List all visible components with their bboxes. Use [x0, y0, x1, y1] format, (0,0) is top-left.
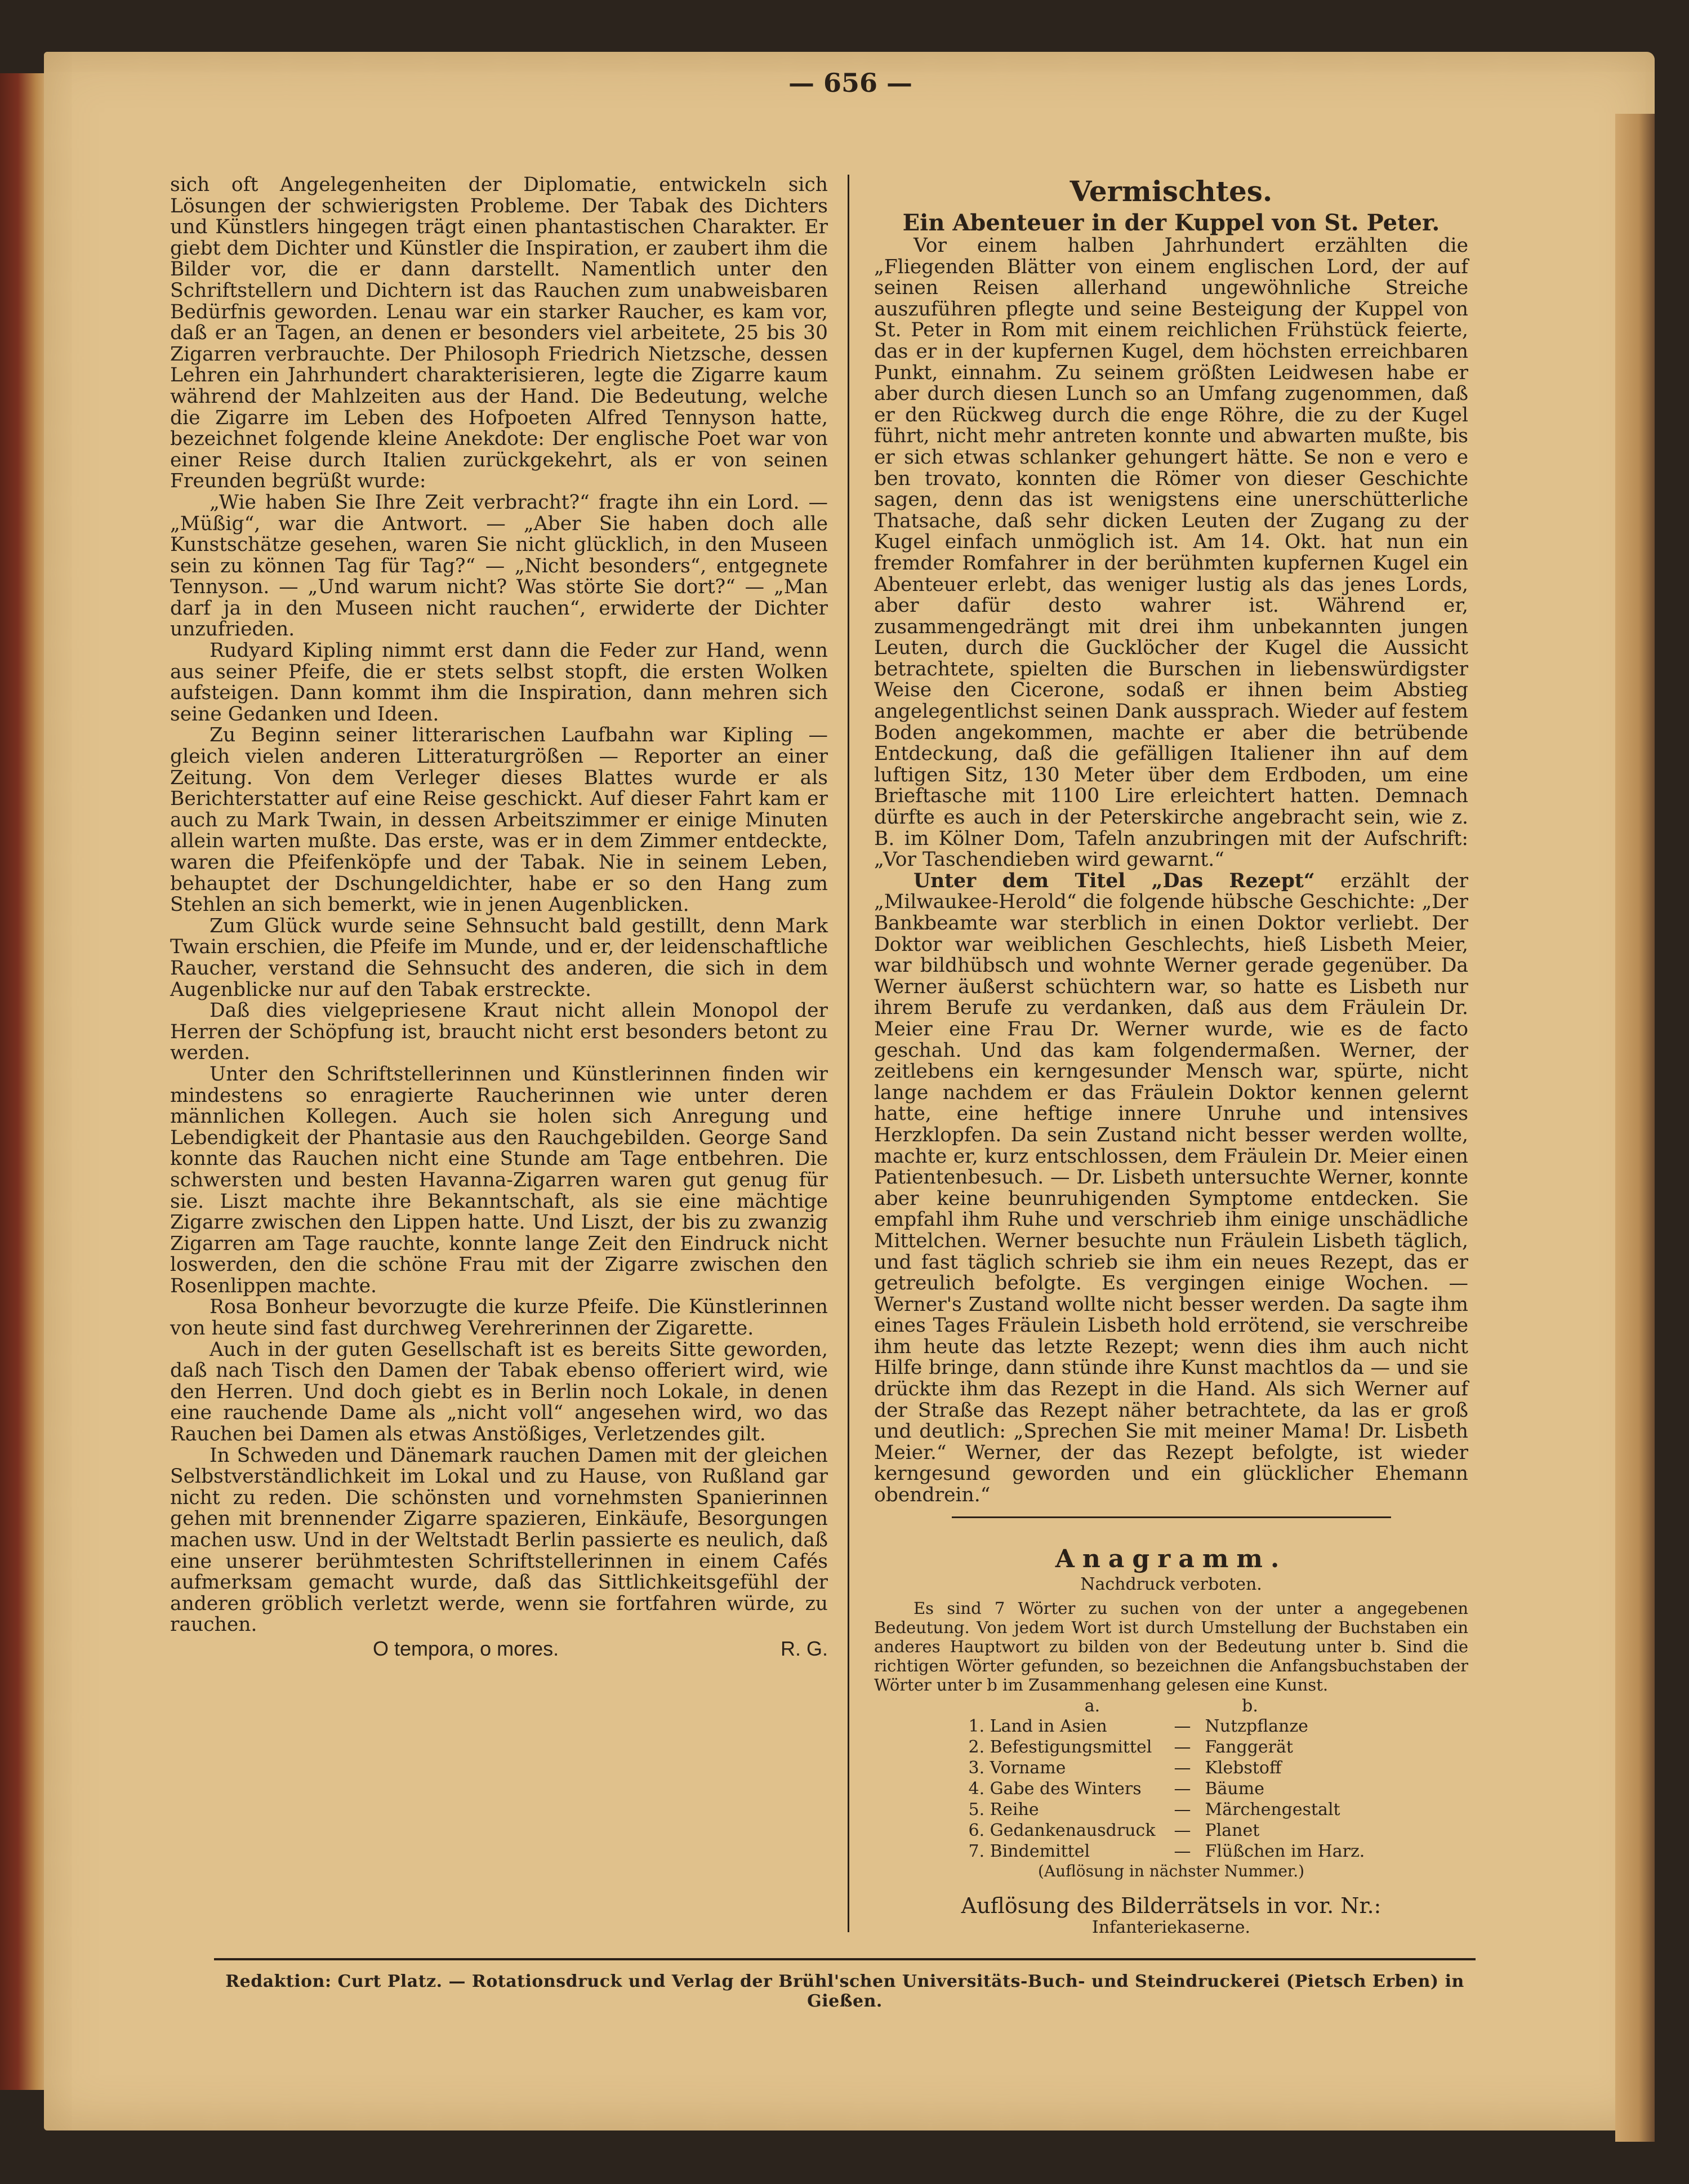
anagram-clue-b: Bäume: [1205, 1779, 1264, 1799]
paragraph: Rosa Bonheur bevorzugte die kurze Pfeife. Die Künstlerinnen von heute sind fast durchweg Verehrerinnen der Zigarette.: [170, 1296, 828, 1340]
anagram-subtitle: Nachdruck verboten.: [1080, 1574, 1262, 1594]
paragraph: Zu Beginn seiner litterarischen Laufbahn war Kipling — gleich vielen anderen Litteraturgrößen — Reporter an einer Zeitung. Von dem Verleger dieses Blattes wurde er als Berichterstatter auf eine Reise geschickt. Auf dieser Fahrt kam er auch zu Mark Twain, in dessen Arbeitszimmer er einige Minuten allein warten mußte. Das erste, was er in dem Zimmer entdeckte, waren die Pfeifenköpfe und der Tabak. Nie in seinem Leben, behauptet der Dschungeldichter, habe er so den Hang zum Stehlen an sich bemerkt, wie in jenen Augenblicken.: [170, 724, 828, 917]
solution-text: Infanteriekaserne.: [1091, 1918, 1251, 1937]
anagram-clue-b: Märchengestalt: [1205, 1800, 1340, 1820]
anagram-clue-a: 1. Land in Asien: [968, 1716, 1107, 1736]
paragraph: Unter den Schriftstellerinnen und Künstlerinnen finden wir mindestens so enragierte Raucherinnen wie unter deren männlichen Kollegen. Auch sie holen sich Anregung und Lebendigkeit der Phantasie aus den Rauchgebilden. George Sand konnte das Rauchen nicht eine Stunde am Tage entbehren. Die schwersten und besten Havanna-Zigarren waren gut genug für sie. Liszt machte ihre Bekanntschaft, als sie eine mächtige Zigarre zwischen den Lippen hatte. Und Liszt, der bis zu zwanzig Zigarren am Tage rauchte, konnte lange Zeit den Eindruck nicht loswerden, den die schöne Frau mit der Zigarre zwischen den Rosenlippen machte.: [170, 1062, 828, 1297]
anagram-clue-b: Klebstoff: [1205, 1758, 1282, 1778]
section-title: Vermischtes.: [1069, 175, 1273, 208]
anagram-table: [969, 1716, 1374, 1862]
anagram-row: [969, 1799, 1374, 1820]
anagram-clue-a: 2. Befestigungsmittel: [968, 1737, 1152, 1757]
anagram-clue-a: 7. Bindemittel: [968, 1842, 1090, 1861]
paragraph: Daß dies vielgepriesene Kraut nicht allein Monopol der Herren der Schöpfung ist, braucht nicht erst besonders betont zu werden.: [170, 999, 828, 1065]
solution-title: Auflösung des Bilderrätsels in vor. Nr.:: [961, 1893, 1381, 1918]
anagram-instructions: Es sind 7 Wörter zu suchen von der unter a angegebenen Bedeutung. Von jedem Wort ist durch Umstellung der Buchstaben ein anderes Hauptwort zu bilden von der Bedeutung unter b. Sind die richtigen Wörter gefunden, so bezeichnen die Anfangsbuchstaben der Wörter unter b im Zusammenhang gelesen eine Kunst.: [874, 1599, 1468, 1694]
anagram-header-a: a.: [1084, 1696, 1100, 1716]
left-column: [170, 175, 828, 1660]
article-body-st-peter: Vor einem halben Jahrhundert erzählten die „Fliegenden Blätter von einem englischen Lord, der auf seinen Reisen allerhand ungewöhnliche Streiche auszuführen pflegte und seine Besteigung der Kuppel von St. Peter in Rom mit einem reichlichen Frühstück feierte, das er in der kupfernen Kugel, dem höchsten erreichbaren Punkt, einnahm. Zu seinem größten Leidwesen habe er aber durch diesen Lunch so an Umfang zugenommen, daß er den Rückweg durch die enge Röhre, die zu der Kugel führt, nicht mehr antreten konnte und abwarten mußte, bis er sich etwas schlanker gehungert hätte. Se non e vero e ben trovato, konnten die Römer von dieser Geschichte sagen, denn das ist wenigstens eine unerschütterliche Thatsache, daß sehr dicken Leuten der Zugang zu der Kugel einfach unmöglich ist. Am 14. Okt. hat nun ein fremder Romfahrer in der berühmten kupfernen Kugel ein Abenteuer erlebt, das weniger lustig als das jenes Lords, aber dafür desto wahrer ist. Während er, zusammengedrängt mit drei ihm unbekannten jungen Leuten, durch die Gucklöcher der Kugel die Aussicht betrachtete, spielten die Burschen in liebenswürdigster Weise den Cicerone, sodaß er ihnen beim Abstieg angelegentlichst seinen Dank aussprach. Wieder auf festem Boden angekommen, machte er aber die betrübende Entdeckung, daß die gefälligen Italiener ihn auf dem luftigen Sitz, 130 Meter über dem Erdboden, um eine Brieftasche mit 1100 Lire erleichtert hatten. Demnach dürfte es auch in der Peterskirche angebracht sein, wie z. B. im Kölner Dom, Tafeln anzubringen mit der Aufschrift: „Vor Taschendieben wird gewarnt.“: [874, 234, 1468, 871]
anagram-dash: —: [1174, 1737, 1191, 1757]
anagram-row: [969, 1758, 1374, 1778]
paragraph: Auch in der guten Gesellschaft ist es bereits Sitte geworden, daß nach Tisch den Damen der Tabak ebenso offeriert wird, wie den Herren. Und doch giebt es in Berlin noch Lokale, in denen eine rauchende Dame als „nicht voll“ angesehen wird, wo das Rauchen bei Damen als etwas Anstößiges, Verletzendes gilt.: [170, 1338, 828, 1446]
anagram-clue-b: Fanggerät: [1205, 1737, 1293, 1757]
right-column: [874, 175, 1468, 1529]
footer-rule: [214, 1958, 1476, 1960]
paragraph: In Schweden und Dänemark rauchen Damen mit der gleichen Selbstverständlichkeit im Lokal und zu Hause, von Rußland gar nicht zu reden. Die schönsten und vornehmsten Spanierinnen gehen mit brennender Zigarre spazieren, Einkäufe, Besorgungen machen usw. Und in der Weltstadt Berlin passierte es neulich, daß eine unserer berühmtesten Schriftstellerinnen in einem Cafés aufmerksam gemacht wurde, daß das Sittlichkeitsgefühl der anderen gröblich verletzt werde, wenn sie fortfahren würde, zu rauchen.: [170, 1444, 828, 1636]
anagram-row: [969, 1737, 1374, 1758]
anagram-note: (Auflösung in nächster Nummer.): [1037, 1862, 1305, 1880]
anagram-puzzle: [874, 1544, 1468, 1937]
anagram-clue-b: Nutzpflanze: [1205, 1716, 1308, 1736]
anagram-column-headers: [1014, 1697, 1329, 1716]
anagram-row: [969, 1716, 1374, 1737]
anagram-dash: —: [1174, 1821, 1191, 1840]
column-divider: [848, 175, 849, 1932]
article-title-rezept: Unter dem Titel „Das Rezept“: [913, 869, 1315, 892]
anagram-clue-b: Planet: [1205, 1821, 1260, 1840]
left-column-paragraphs: [170, 175, 828, 1636]
closing-line: [170, 1638, 828, 1660]
article-title-st-peter: Ein Abenteuer in der Kuppel von St. Peter.: [902, 210, 1440, 236]
section-divider: [952, 1516, 1391, 1518]
anagram-dash: —: [1174, 1779, 1191, 1799]
anagram-clue-a: 5. Reihe: [968, 1800, 1039, 1820]
article-body-rezept: [874, 871, 1468, 1506]
page-number: — 656 —: [788, 68, 913, 98]
article-text-rezept: erzählt der „Milwaukee-Herold“ die folgende hübsche Geschichte: „Der Bankbeamte war sterblich in einen Doktor verliebt. Der Doktor war weiblichen Geschlechts, hieß Lisbeth Meier, war bildhübsch und wohnte Werner gerade gegenüber. Da Werner äußerst schüchtern war, so hatte es Lisbeth nur ihrem Berufe zu verdanken, daß aus dem Fräulein Dr. Meier eine Frau Dr. Werner wurde, wie es de facto geschah. Und das kam folgendermaßen. Werner, der zeitlebens ein kerngesunder Mensch war, spürte, nicht lange nachdem er das Fräulein Doktor kennen gelernt hatte, eine heftige innere Unruhe und intensives Herzklopfen. Da sein Zustand nicht besser werden wollte, machte er, kurz entschlossen, dem Fräulein Dr. Meier einen Patientenbesuch. — Dr. Lisbeth untersuchte Werner, konnte aber keine beunruhigenden Symptome entdecken. Sie empfahl ihm Ruhe und verschrieb ihm einige unschädliche Mittelchen. Werner besuchte nun Fräulein Lisbeth täglich, und fast täglich schrieb sie ihm ein neues Rezept, das er getreulich befolgte. Es vergingen einige Wochen. — Werner's Zustand wollte nicht besser werden. Da sagte ihm eines Tages Fräulein Lisbeth hold errötend, sie verschreibe ihm heute das letzte Rezept; wenn dies ihm auch nicht Hilfe bringe, dann stünde ihre Kunst machtlos da — und sie drückte ihm das Rezept in die Hand. Als sich Werner auf der Straße das Rezept näher betrachtete, da las er groß und deutlich: „Sprechen Sie mit meiner Mama! Dr. Lisbeth Meier.“ Werner, der das Rezept befolgte, ist wieder kerngesund geworden und ein glücklicher Ehemann obendrein.“: [874, 869, 1468, 1507]
paragraph: „Wie haben Sie Ihre Zeit verbracht?“ fragte ihn ein Lord. — „Müßig“, war die Antwort. — „Aber Sie haben doch alle Kunstschätze gesehen, waren Sie nicht glücklich, in den Museen sein zu können Tag für Tag?“ — „Nicht besonders“, entgegnete Tennyson. — „Und warum nicht? Was störte Sie dort?“ — „Man darf ja in den Museen nicht rauchen“, erwiderte der Dichter unzufrieden.: [170, 491, 828, 641]
anagram-clue-a: 6. Gedankenausdruck: [968, 1821, 1156, 1840]
anagram-dash: —: [1174, 1842, 1191, 1861]
book-binding-edge: [0, 73, 45, 2090]
anagram-row: [969, 1841, 1374, 1862]
page-stack-edge: [1615, 114, 1655, 2142]
paragraph: sich oft Angelegenheiten der Diplomatie, entwickeln sich Lösungen der schwierigsten Probleme. Der Tabak des Dichters und Künstlers hingegen trägt einen phantastischen Charakter. Er giebt dem Dichter und Künstler die Inspiration, er zaubert ihm die Bilder vor, die er dann darstellt. Namentlich unter den Schriftstellern und Dichtern ist das Rauchen zum unabweisbaren Bedürfnis geworden. Lenau war ein starker Raucher, es kam vor, daß er an Tagen, an denen er besonders viel arbeitete, 25 bis 30 Zigarren verbrauchte. Der Philosoph Friedrich Nietzsche, dessen Lehren ein Jahrhundert charakterisieren, legte die Zigarre kaum während der Mahlzeiten aus der Hand. Die Bedeutung, welche die Zigarre im Leben des Hofpoeten Alfred Tennyson hatte, bezeichnet folgende kleine Anekdote: Der englische Poet war von einer Reise durch Italien zurückgekehrt, als er von seinen Freunden begrüßt wurde:: [170, 174, 828, 493]
closing-quote: O tempora, o mores.: [373, 1636, 559, 1660]
anagram-dash: —: [1174, 1758, 1191, 1778]
anagram-row: [969, 1778, 1374, 1799]
anagram-title: Anagramm.: [1055, 1545, 1287, 1573]
anagram-row: [969, 1820, 1374, 1841]
anagram-header-b: b.: [1242, 1696, 1258, 1716]
anagram-clue-b: Flüßchen im Harz.: [1205, 1842, 1365, 1861]
imprint-footer: Redaktion: Curt Platz. — Rotationsdruck und Verlag der Brühl'schen Universitäts-Buch- und Steindruckerei (Pietsch Erben) in Gießen.: [225, 1972, 1464, 2011]
anagram-dash: —: [1174, 1800, 1191, 1820]
anagram-clue-a: 3. Vorname: [968, 1758, 1066, 1778]
anagram-dash: —: [1174, 1716, 1191, 1736]
paragraph: Zum Glück wurde seine Sehnsucht bald gestillt, denn Mark Twain erschien, die Pfeife im Munde, und er, der leidenschaftliche Raucher, verstand die Sehnsucht des anderen, die sich in dem Augenblicke nur auf den Tabak erstreckte.: [170, 914, 828, 1001]
author-signature: R. G.: [780, 1636, 828, 1660]
paragraph: Rudyard Kipling nimmt erst dann die Feder zur Hand, wenn aus seiner Pfeife, die er stets selbst stopft, die ersten Wolken aufsteigen. Dann kommt ihm die Inspiration, dann mehren sich seine Gedanken und Ideen.: [170, 639, 828, 726]
anagram-clue-a: 4. Gabe des Winters: [968, 1779, 1142, 1799]
